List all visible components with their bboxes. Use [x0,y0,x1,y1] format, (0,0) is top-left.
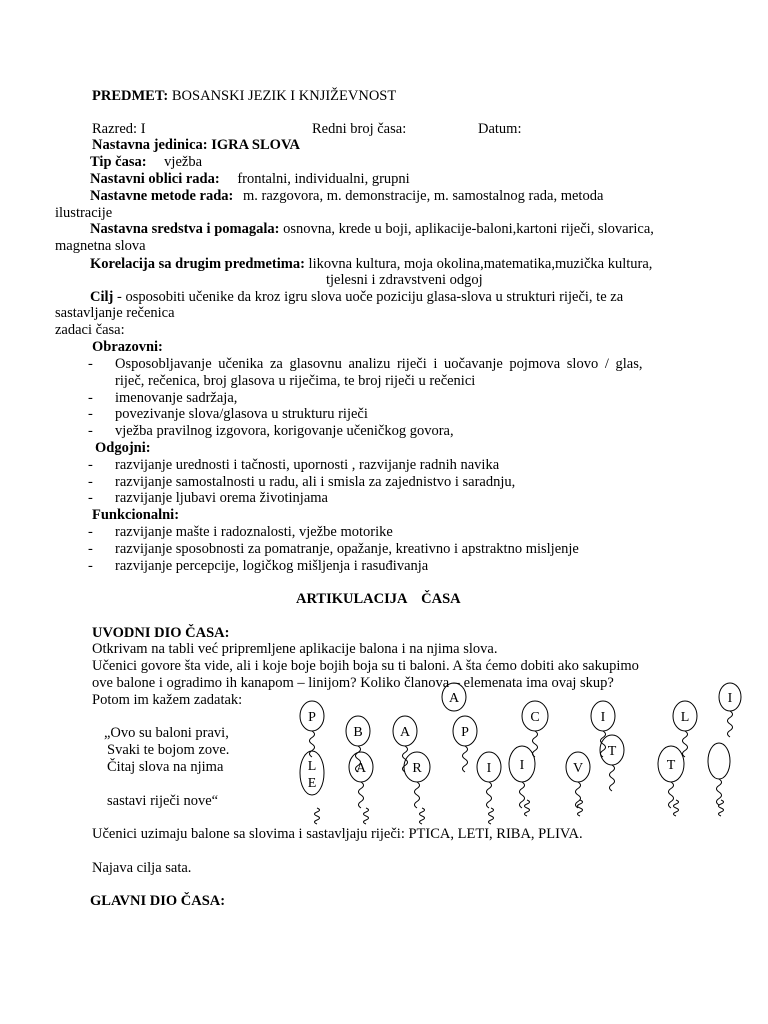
goal-label: Cilj [90,289,114,305]
list-item: Osposobljavanje učenika za glasovnu analizu riječi i uočavanje pojmova slovo / glas, [115,356,643,372]
date: Datum: [478,121,522,137]
balloon [349,752,373,808]
intro-paragraph-4: Potom im kažem zadatak: [92,692,243,708]
balloon-letter: C [530,710,540,725]
balloon-letter: B [353,725,363,740]
balloon-letter: L [307,759,317,774]
lesson-number: Redni broj časa: [312,121,407,137]
teaching-forms-label: Nastavni oblici rada: [90,171,220,187]
bullet-dash: - [88,406,93,422]
correlation-cont: tjelesni i zdravstveni odgoj [326,272,483,288]
balloon-string [683,731,688,757]
balloon-string [610,765,615,791]
balloon-string [364,808,369,824]
lesson-type-label: Tip časa: [90,154,147,170]
balloon-letter: V [572,761,584,776]
balloon-letter: T [607,744,617,759]
bullet-dash: - [88,457,93,473]
balloon [658,746,684,808]
balloon-string [717,779,722,805]
bullet-dash: - [88,390,93,406]
balloon-string [533,731,538,757]
balloon-letter: A [355,761,367,776]
bullet-dash: - [88,474,93,490]
balloon-letter: A [399,725,411,740]
balloon-letter: L [680,710,690,725]
correlation-label: Korelacija sa drugim predmetima: [90,256,305,272]
balloon-letter: R [412,761,422,776]
list-item: razvijanje urednosti i tačnosti, upornosti , razvijanje radnih navika [115,457,500,473]
balloon-letter: I [486,761,492,776]
teaching-forms-value: frontalni, individualni, grupni [237,171,410,187]
subject-label: PREDMET: [92,88,169,104]
balloon [600,735,624,791]
educational-heading: Obrazovni: [92,339,163,355]
bullet-dash: - [88,541,93,557]
balloon [300,701,324,757]
list-item: razvijanje mašte i radoznalosti, vježbe motorike [115,524,393,540]
balloon-string [674,800,679,816]
correlation-value: likovna kultura, moja okolina,matematika,muzička kultura, [308,256,653,272]
balloon-letter: E [307,776,317,791]
bullet-dash: - [88,423,93,439]
balloon [404,752,430,808]
teaching-unit-label: Nastavna jedinica: [92,137,208,153]
balloon-string [489,808,494,824]
bullet-dash: - [88,558,93,574]
balloon-letter: I [519,758,525,773]
teaching-aids-cont: magnetna slova [55,238,146,254]
balloon [453,716,477,772]
balloon [719,683,741,737]
list-item: povezivanje slova/glasova u strukturu riječi [115,406,368,422]
teaching-methods-cont: ilustracije [55,205,113,221]
balloon-outline [708,743,730,779]
list-item-cont: riječ, rečenica, broj glasova u riječima, te broj riječi u rečenici [115,373,476,389]
goal-value: - osposobiti učenike da kroz igru slova uoče poziciju glasa-slova u strukturi riječi, te za [113,289,624,305]
balloon [442,683,466,711]
intro-paragraph-5: Učenici uzimaju balone sa slovima i sastavljaju riječi: PTICA, LETI, RIBA, PLIVA. [92,826,583,842]
list-item: razvijanje sposobnosti za pomatranje, opažanje, kreativno i apstraktno mislјenje [115,541,579,557]
bullet-dash: - [88,356,93,372]
tasks-heading: zadaci časa: [55,322,125,338]
articulation-heading: ARTIKULACIJA ČASA [296,591,461,607]
balloon-string [359,782,364,808]
lesson-type-value: vježba [164,154,203,170]
balloon-string [420,808,425,824]
balloon [300,751,324,795]
balloon-letter: T [666,758,676,773]
balloon-string [719,800,724,816]
balloon-letter: P [461,725,469,740]
balloon-string [728,711,733,737]
balloon-string [578,800,583,816]
balloon-letter: I [727,691,733,706]
intro-heading: UVODNI DIO ČASA: [92,625,230,641]
list-item: razvijanje samostalnosti u radu, ali i smisla za zajednistvo i saradnju, [115,474,516,490]
teaching-methods-label: Nastavne metode rada: [90,188,234,204]
poem-line-1: „Ovo su baloni pravi, [104,725,229,741]
subject-value: BOSANSKI JEZIK I KNJIŽEVNOST [171,88,397,104]
balloon-string [403,746,408,772]
bullet-dash: - [88,524,93,540]
functional-heading: Funkcionalni: [92,507,180,523]
main-part-heading: GLAVNI DIO ČASA: [90,893,226,909]
goal-cont: sastavljanje rečenica [55,305,175,321]
poem-line-4: sastavi riječi nove“ [107,793,219,809]
list-item: razvijanje percepcije, logičkog mišljenja i rasuđivanja [115,558,429,574]
balloon [522,701,548,757]
balloon-string [315,808,320,824]
balloon-letter: P [308,710,316,725]
balloon-string [487,782,492,808]
intro-paragraph-1: Otkrivam na tabli već pripremljene aplikacije balona i na njima slova. [92,641,498,657]
balloon-string [310,731,315,757]
teaching-unit-value: IGRA SLOVA [211,137,301,153]
balloon-letter: I [600,710,606,725]
list-item: razvijanje ljubavi orema životinjama [115,490,328,506]
grade: Razred: I [92,121,146,137]
balloon [566,752,590,808]
poem-line-2: Svaki te bojom zove. [107,742,230,758]
upbringing-heading: Odgojni: [95,440,151,456]
teaching-aids-value: osnovna, krede u boji, aplikacije-baloni,kartoni riječi, slovarica, [283,221,654,237]
list-item: imenovanje sadržaja, [115,390,238,406]
intro-paragraph-3: ove balone i ogradimo ih kanapom – linijom? Koliko članova – elemenata ima ovaj skup? [92,675,614,691]
intro-paragraph-2: Učenici govore šta vide, ali i koje boje bojih boja su ti baloni. A šta ćemo dobiti ako sakupimo [92,658,639,674]
balloon-string [525,800,530,816]
balloon [673,701,697,757]
balloon-string [463,746,468,772]
balloon-letter: A [448,691,460,706]
balloon [509,746,535,808]
bullet-dash: - [88,490,93,506]
poem-line-3: Čitaj slova na njima [107,759,224,775]
teaching-aids-label: Nastavna sredstva i pomagala: [90,221,280,237]
list-item: vježba pravilnog izgovora, korigovanje učeničkog govora, [115,423,454,439]
balloon-string [669,782,674,808]
balloon-string [415,782,420,808]
teaching-methods-value: m. razgovora, m. demonstracije, m. samostalnog rada, metoda [243,188,604,204]
balloon-string [520,782,525,808]
balloon [477,752,501,808]
balloon [708,743,730,805]
intro-paragraph-6: Najava cilja sata. [92,860,192,876]
